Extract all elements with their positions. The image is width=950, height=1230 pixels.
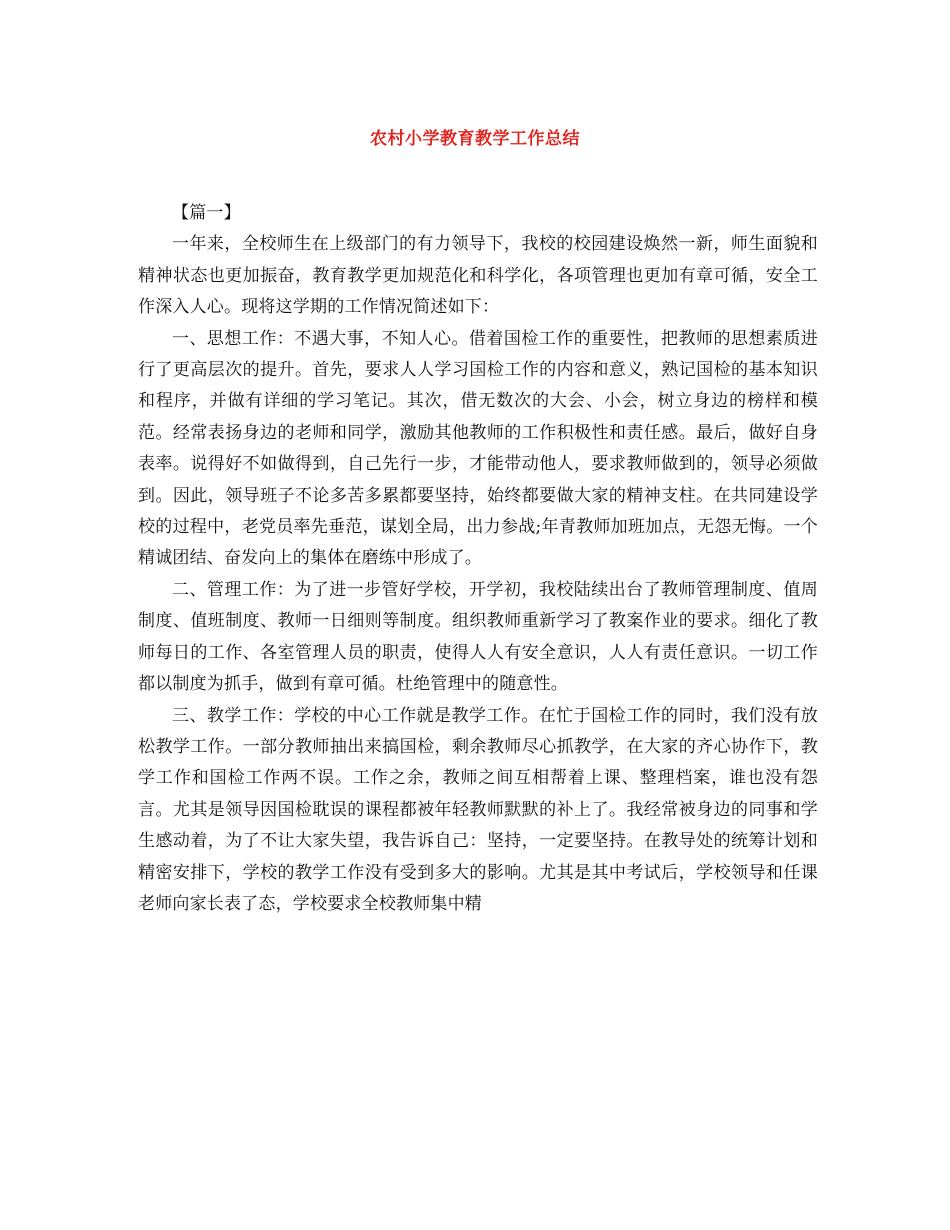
paragraph-intro: 一年来，全校师生在上级部门的有力领导下，我校的校园建设焕然一新，师生面貌和精神状态也更加振奋，教育教学更加规范化和科学化，各项管理也更加有章可循，安全工作深入人心。现将这学期的工作情况简述如下： (138, 234, 818, 318)
document-body (138, 198, 818, 920)
paragraph-ideology-work: 一、思想工作：不遇大事，不知人心。借着国检工作的重要性，把教师的思想素质进行了更高层次的提升。首先，要求人人学习国检工作的内容和意义，熟记国检的基本知识和程序，并做有详细的学习笔记。其次，借无数次的大会、小会，树立身边的榜样和模范。经常表扬身边的老师和同学，激励其他教师的工作积极性和责任感。最后，做好自身表率。说得好不如做得到，自己先行一步，才能带动他人，要求教师做到的，领导必须做到。因此，领导班子不论多苦多累都要坚持，始终都要做大家的精神支柱。在共同建设学校的过程中，老党员率先垂范，谋划全局，出力参战;年青教师加班加点，无怨无悔。一个精诚团结、奋发向上的集体在磨练中形成了。 (138, 328, 818, 569)
document-title: 农村小学教育教学工作总结 (370, 129, 580, 149)
paragraph-management-work: 二、管理工作：为了进一步管好学校，开学初，我校陆续出台了教师管理制度、值周制度、值班制度、教师一日细则等制度。组织教师重新学习了教案作业的要求。细化了教师每日的工作、各室管理人员的职责，使得人人有安全意识，人人有责任意识。一切工作都以制度为抓手，做到有章可循。杜绝管理中的随意性。 (138, 579, 818, 695)
section-label: 【篇一】 (172, 203, 241, 223)
paragraph-teaching-work: 三、教学工作：学校的中心工作就是教学工作。在忙于国检工作的同时，我们没有放松教学工作。一部分教师抽出来搞国检，剩余教师尽心抓教学，在大家的齐心协作下，教学工作和国检工作两不误。工作之余，教师之间互相帮着上课、整理档案，谁也没有怨言。尤其是领导因国检耽误的课程都被年轻教师默默的补上了。我经常被身边的同事和学生感动着，为了不让大家失望，我告诉自己：坚持，一定要坚持。在教导处的统筹计划和精密安排下，学校的教学工作没有受到多大的影响。尤其是其中考试后，学校领导和任课老师向家长表了态，学校要求全校教师集中精 (138, 705, 818, 914)
